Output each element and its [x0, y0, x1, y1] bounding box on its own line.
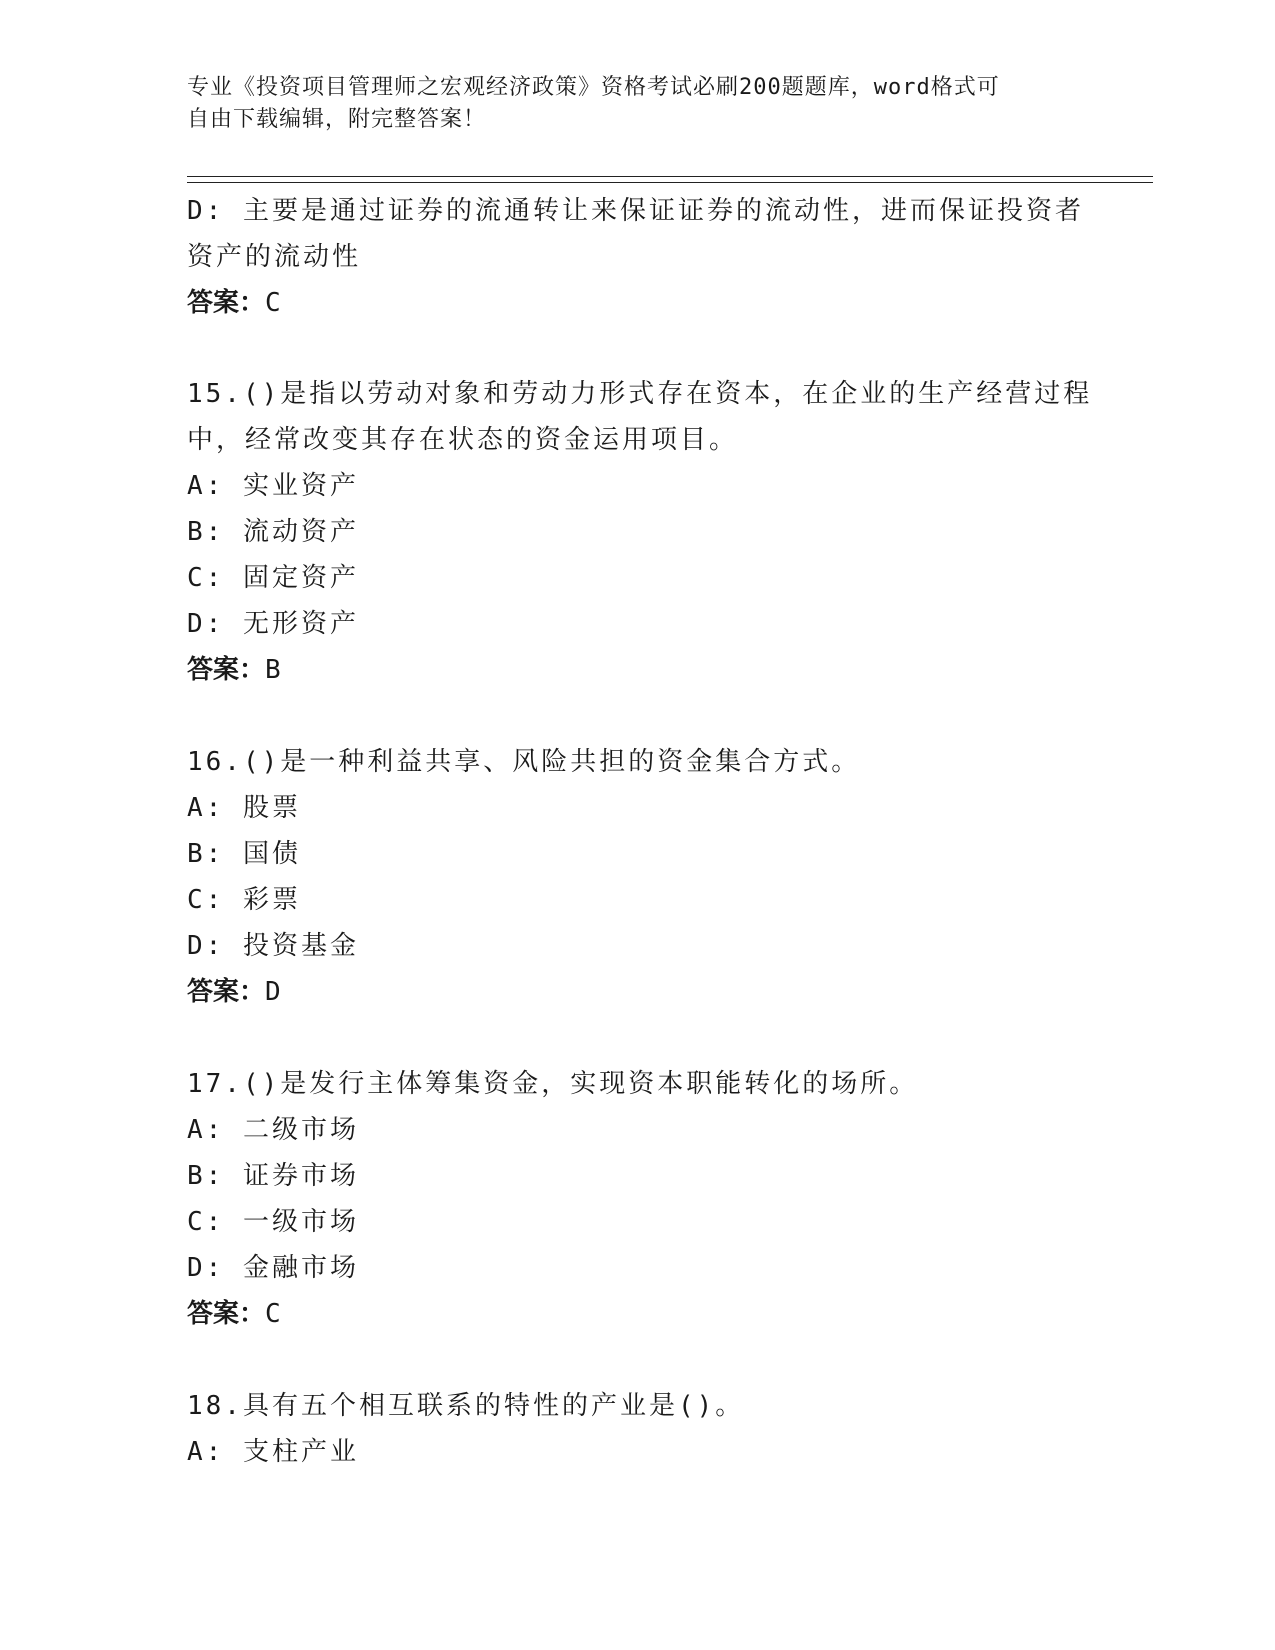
question-stem-line-1: 18.具有五个相互联系的特性的产业是()。	[187, 1391, 745, 1421]
option-b: B: 国债	[187, 839, 301, 869]
question-17	[187, 1061, 1087, 1337]
answer-label: 答案：	[187, 655, 266, 685]
spacer	[187, 1015, 1087, 1061]
document-header	[187, 72, 1087, 136]
question-18	[187, 1383, 1087, 1475]
question-stem-line-1: 17.()是发行主体筹集资金，实现资本职能转化的场所。	[187, 1069, 919, 1099]
header-rule-top	[187, 176, 1153, 177]
answer	[187, 1291, 1087, 1337]
option-d: D: 投资基金	[187, 931, 359, 961]
option-a: A: 二级市场	[187, 1115, 359, 1145]
header-line-2: 自由下载编辑，附完整答案！	[187, 107, 487, 132]
header-line-1: 专业《投资项目管理师之宏观经济政策》资格考试必刷200题题库，word格式可	[187, 75, 1000, 100]
answer-label: 答案：	[187, 288, 266, 318]
question-stem-line-1: 16.()是一种利益共享、风险共担的资金集合方式。	[187, 747, 861, 777]
spacer	[187, 326, 1087, 371]
prev-option-d-line-1: D: 主要是通过证券的流通转让来保证证券的流动性，进而保证投资者	[187, 196, 1084, 226]
prev-answer	[187, 280, 1087, 326]
question-16	[187, 739, 1087, 1015]
option-b: B: 流动资产	[187, 517, 359, 547]
answer	[187, 969, 1087, 1015]
spacer	[187, 693, 1087, 739]
question-stem-line-2: 中，经常改变其存在状态的资金运用项目。	[187, 425, 739, 455]
option-d: D: 无形资产	[187, 609, 359, 639]
option-a: A: 股票	[187, 793, 301, 823]
answer-value: C	[265, 1299, 282, 1329]
option-c: C: 固定资产	[187, 563, 359, 593]
question-15	[187, 371, 1093, 693]
answer-label: 答案：	[187, 977, 266, 1007]
option-c: C: 彩票	[187, 885, 301, 915]
header-rule-bottom	[187, 182, 1153, 183]
question-stem-line-1: 15.()是指以劳动对象和劳动力形式存在资本，在企业的生产经营过程	[187, 379, 1093, 409]
prev-option-d-line-2: 资产的流动性	[187, 242, 362, 272]
option-d: D: 金融市场	[187, 1253, 359, 1283]
answer-value: B	[265, 655, 282, 685]
option-b: B: 证券市场	[187, 1161, 359, 1191]
answer-value: D	[265, 977, 282, 1007]
answer	[187, 647, 1087, 693]
answer-label: 答案：	[187, 1299, 266, 1329]
option-a: A: 实业资产	[187, 471, 359, 501]
answer-value: C	[265, 288, 282, 318]
document-body	[187, 188, 1093, 1475]
spacer	[187, 1337, 1087, 1383]
option-a: A: 支柱产业	[187, 1437, 359, 1467]
option-c: C: 一级市场	[187, 1207, 359, 1237]
